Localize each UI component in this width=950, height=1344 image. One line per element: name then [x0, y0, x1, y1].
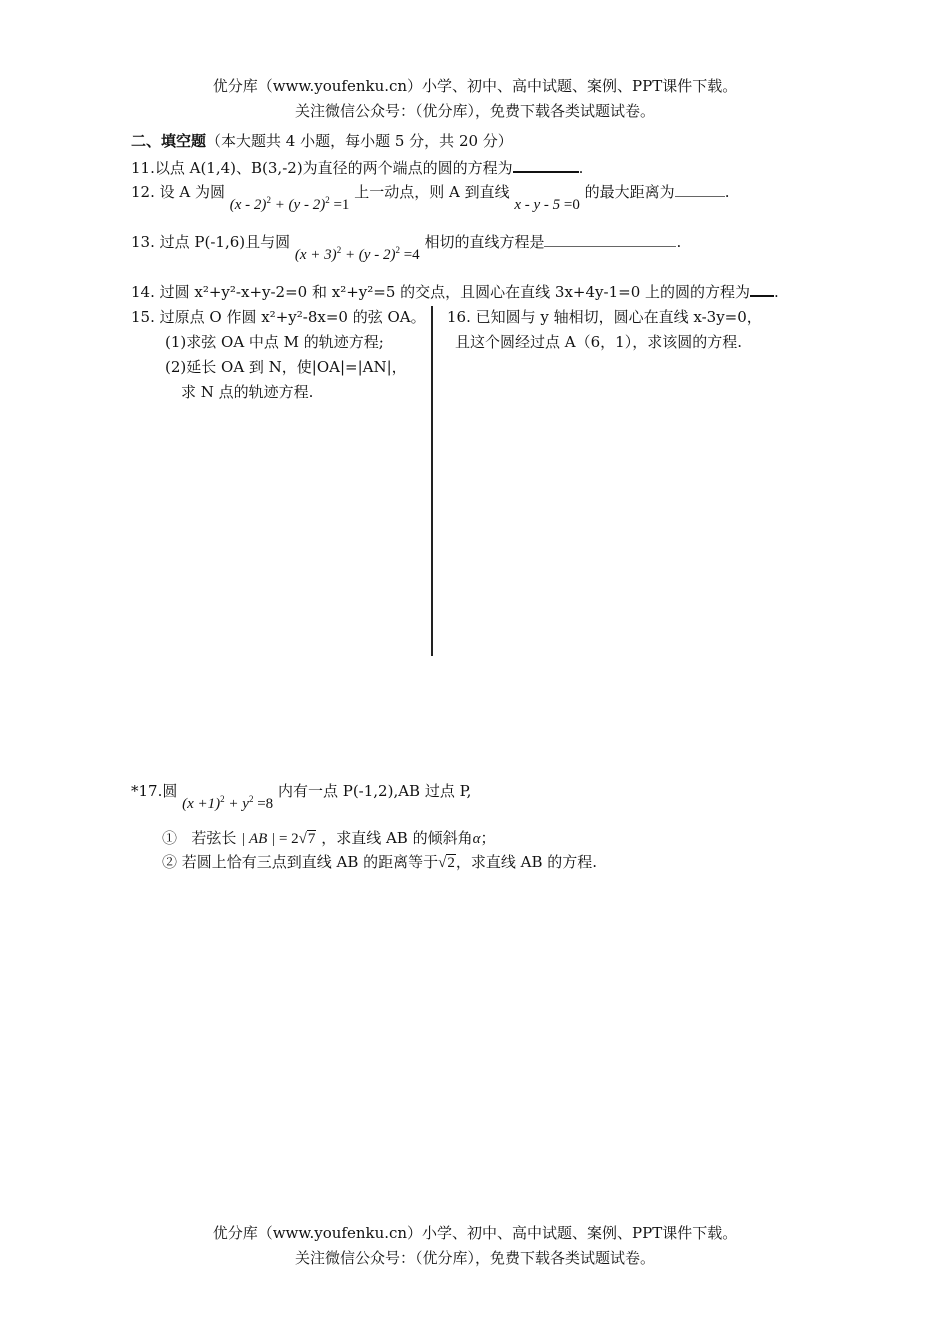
question-14 — [131, 281, 779, 302]
q16-stem: 16. 已知圆与 y 轴相切，圆心在直线 x-3y=0， — [447, 308, 762, 326]
q17-circle-equation: $(x +1)^2 + y^2 =8$ — [182, 794, 274, 812]
header-line-1: 优分库（www.youfenku.cn）小学、初中、高中试题、案例、PPT课件下载。 — [212, 77, 738, 95]
q17-part-1 — [162, 827, 495, 848]
q11-text: 11.以点 A(1,4)、B(3,-2)为直径的两个端点的圆的方程为 — [131, 159, 513, 177]
question-11 — [131, 157, 583, 178]
q17-part1-marker: ① — [162, 829, 178, 847]
q11-end: . — [578, 159, 584, 177]
q17-post: 内有一点 P(-1,2),AB 过点 P, — [277, 782, 472, 800]
question-13 — [131, 231, 682, 263]
q17-part1-pre: 若弦长 — [191, 829, 237, 847]
q13-end: . — [676, 233, 682, 251]
footer-line-2: 关注微信公众号：（优分库），免费下载各类试题试卷。 — [294, 1249, 655, 1267]
q12-circle-equation: (x - 2)$^2$ + (y - 2)$^2$ =1 — [229, 195, 350, 213]
q12-end: . — [724, 183, 730, 201]
q14-end: . — [774, 283, 779, 301]
q15-part-2: (2)延长 OA 到 N，使|OA|=|AN|， — [165, 358, 407, 376]
section-heading — [131, 130, 513, 151]
section-title: 二、填空题 — [131, 132, 207, 150]
q17-part2-post: ，求直线 AB 的方程. — [455, 853, 598, 871]
q13-post: 相切的直线方程是 — [424, 233, 545, 251]
q12-mid: 上一动点，则 A 到直线 — [354, 183, 510, 201]
q12-post: 的最大距离为 — [584, 183, 675, 201]
q11-answer-blank[interactable] — [513, 157, 579, 173]
q17-sqrt2: √2 — [438, 855, 455, 871]
q17-part-2 — [162, 851, 597, 872]
question-12 — [131, 181, 730, 213]
column-divider — [431, 306, 433, 656]
q12-line-equation: x - y - 5 =0 — [514, 197, 580, 213]
header-line-2: 关注微信公众号：（优分库），免费下载各类试题试卷。 — [294, 102, 655, 120]
q15-stem: 15. 过原点 O 作圆 x²+y²-8x=0 的弦 OA。 — [131, 308, 426, 326]
question-17 — [131, 780, 472, 812]
q13-answer-blank[interactable] — [544, 232, 676, 247]
q15-part-1: (1)求弦 OA 中点 M 的轨迹方程; — [165, 333, 384, 351]
q17-chord-length: | AB | = 2√7 — [241, 831, 316, 847]
q14-answer-blank[interactable] — [750, 281, 774, 297]
q12-pre: 12. 设 A 为圆 — [131, 183, 225, 201]
q15-part-2b: 求 N 点的轨迹方程. — [181, 383, 314, 401]
q17-pre: *17.圆 — [131, 782, 178, 800]
section-note: （本大题共 4 小题，每小题 5 分，共 20 分） — [206, 132, 513, 150]
q17-alpha-symbol: α — [472, 831, 481, 847]
q17-part1-end: ； — [480, 829, 496, 847]
q13-circle-equation: $(x + 3)^2 + (y - 2)^2 =4$ — [294, 245, 420, 263]
q17-part2-pre: ② 若圆上恰有三点到直线 AB 的距离等于 — [162, 853, 439, 871]
q12-answer-blank[interactable] — [675, 182, 725, 197]
q14-text: 14. 过圆 x²+y²-x+y-2=0 和 x²+y²=5 的交点，且圆心在直线 3x+4y-1=0 上的圆的方程为 — [131, 283, 751, 301]
q16-stem-2: 且这个圆经过点 A（6，1），求该圆的方程. — [455, 333, 742, 351]
q13-pre: 13. 过点 P(-1,6)且与圆 — [131, 233, 291, 251]
footer-line-1: 优分库（www.youfenku.cn）小学、初中、高中试题、案例、PPT课件下载。 — [212, 1224, 738, 1242]
q17-part1-post: ，求直线 AB 的倾斜角 — [321, 829, 473, 847]
